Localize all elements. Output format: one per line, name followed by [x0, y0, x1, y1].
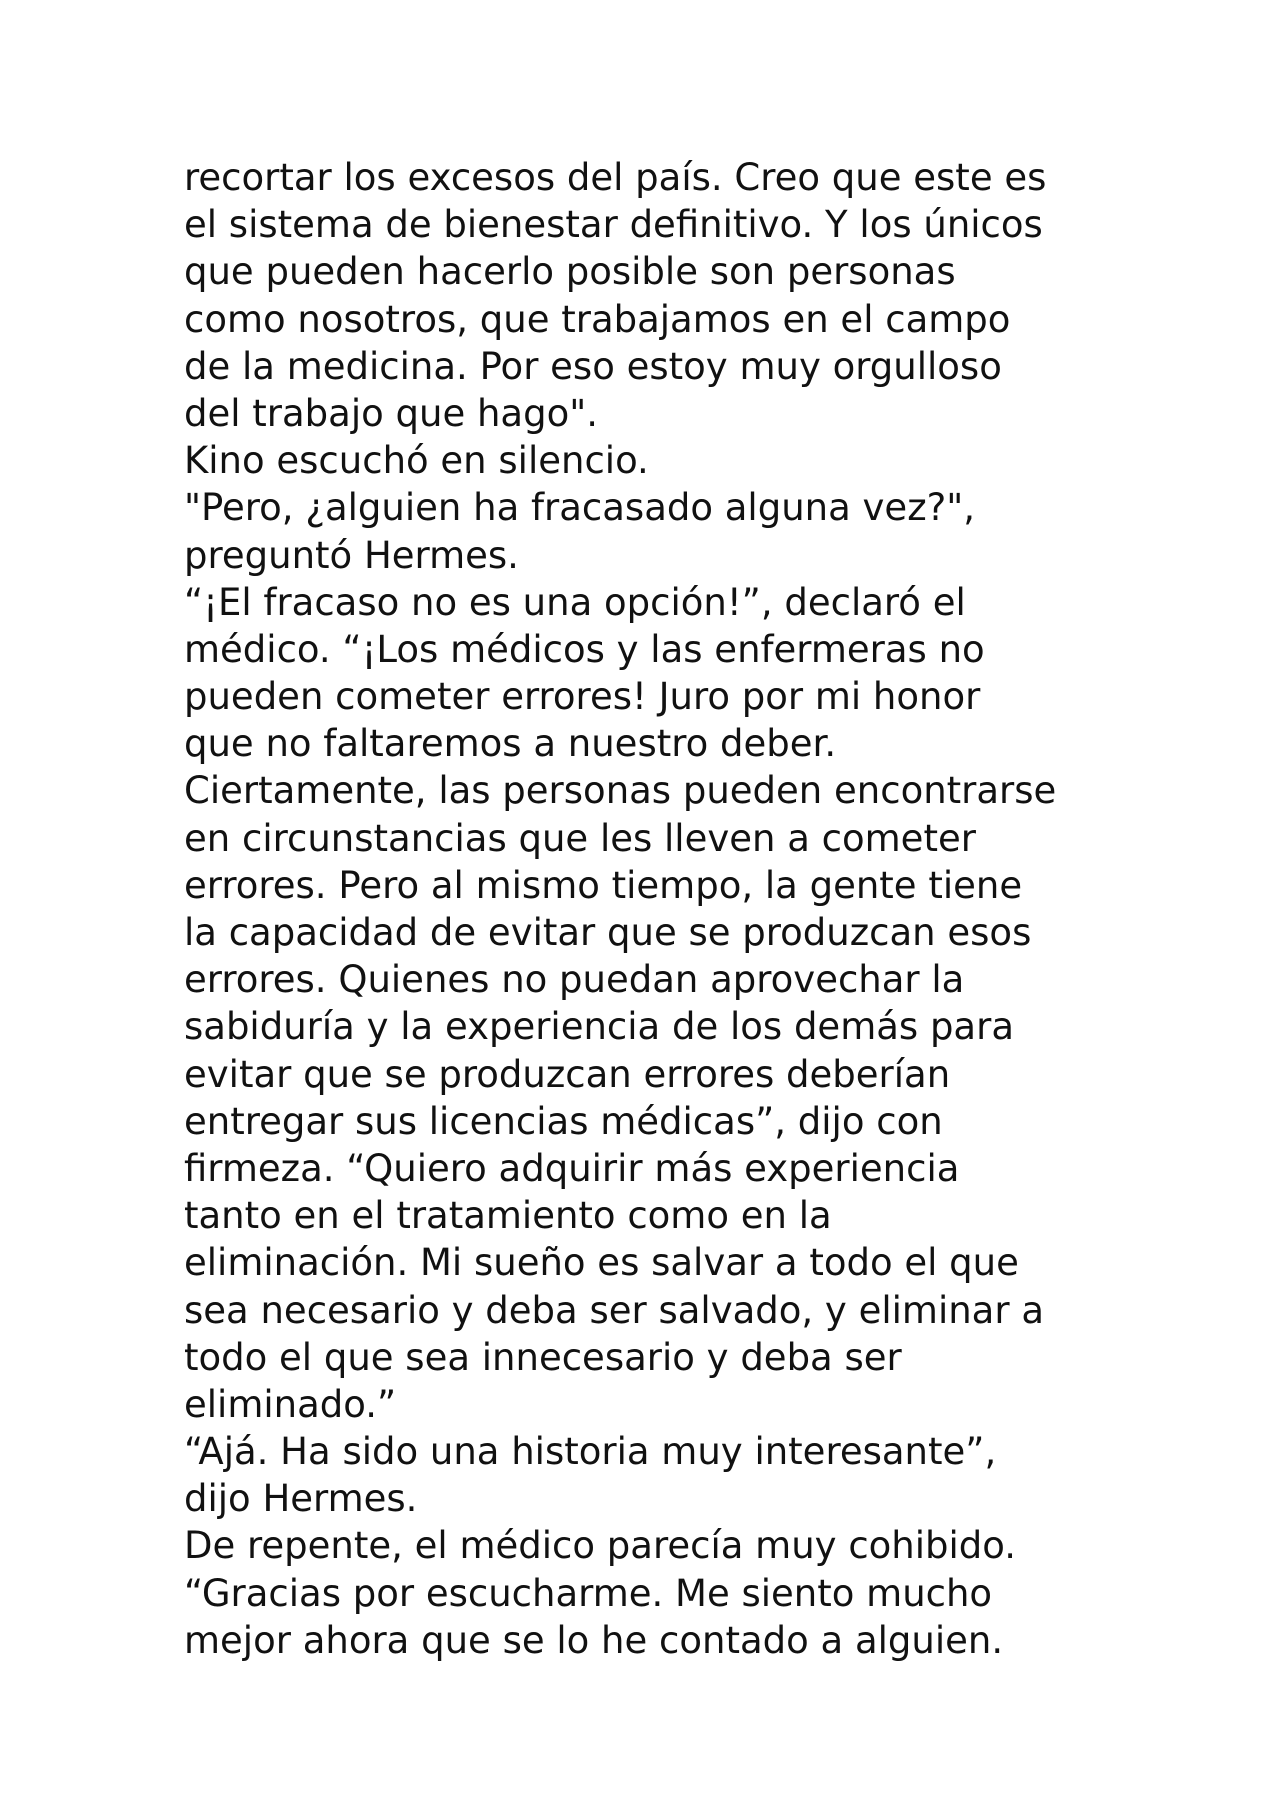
text-line: “Ajá. Ha sido una historia muy interesante”, [184, 1430, 997, 1474]
text-line: sea necesario y deba ser salvado, y eliminar a [184, 1288, 1044, 1332]
text-line: de la medicina. Por eso estoy muy orgulloso [184, 344, 1002, 388]
text-line: del trabajo que hago". [184, 391, 599, 435]
text-line: entregar sus licencias médicas”, dijo con [184, 1099, 943, 1143]
text-line: preguntó Hermes. [184, 533, 519, 577]
text-line: sabiduría y la experiencia de los demás para [184, 1005, 1014, 1049]
text-line: tanto en el tratamiento como en la [184, 1194, 832, 1238]
text-line: todo el que sea innecesario y deba ser [184, 1335, 902, 1379]
text-line: como nosotros, que trabajamos en el campo [184, 297, 1011, 341]
text-line: que pueden hacerlo posible son personas [184, 250, 956, 294]
text-line: evitar que se produzcan errores deberían [184, 1052, 951, 1096]
text-line: en circunstancias que les lleven a cometer [184, 816, 976, 860]
text-line: mejor ahora que se lo he contado a alguien. [184, 1618, 1004, 1662]
text-line: "Pero, ¿alguien ha fracasado alguna vez?", [184, 486, 976, 530]
text-line: firmeza. “Quiero adquirir más experiencia [184, 1146, 960, 1190]
text-line: pueden cometer errores! Juro por mi honor [184, 675, 981, 719]
text-line: Ciertamente, las personas pueden encontrarse [184, 769, 1057, 813]
text-line: Kino escuchó en silencio. [184, 439, 649, 483]
text-line: eliminación. Mi sueño es salvar a todo el que [184, 1241, 1019, 1285]
text-line: errores. Pero al mismo tiempo, la gente tiene [184, 863, 1023, 907]
text-line: el sistema de bienestar definitivo. Y los únicos [184, 203, 1043, 247]
text-line: médico. “¡Los médicos y las enfermeras no [184, 627, 985, 671]
text-line: De repente, el médico parecía muy cohibido. [184, 1524, 1017, 1568]
text-line: dijo Hermes. [184, 1477, 418, 1521]
text-line: la capacidad de evitar que se produzcan esos [184, 911, 1032, 954]
text-line: recortar los excesos del país. Creo que este es [184, 156, 1047, 199]
text-line: errores. Quienes no puedan aprovechar la [184, 958, 965, 1002]
body-text [184, 154, 1144, 1664]
text-line: “¡El fracaso no es una opción!”, declaró el [184, 580, 966, 624]
text-line: “Gracias por escucharme. Me siento mucho [184, 1571, 993, 1615]
text-line: que no faltaremos a nuestro deber. [184, 722, 837, 766]
text-line: eliminado.” [184, 1382, 397, 1426]
